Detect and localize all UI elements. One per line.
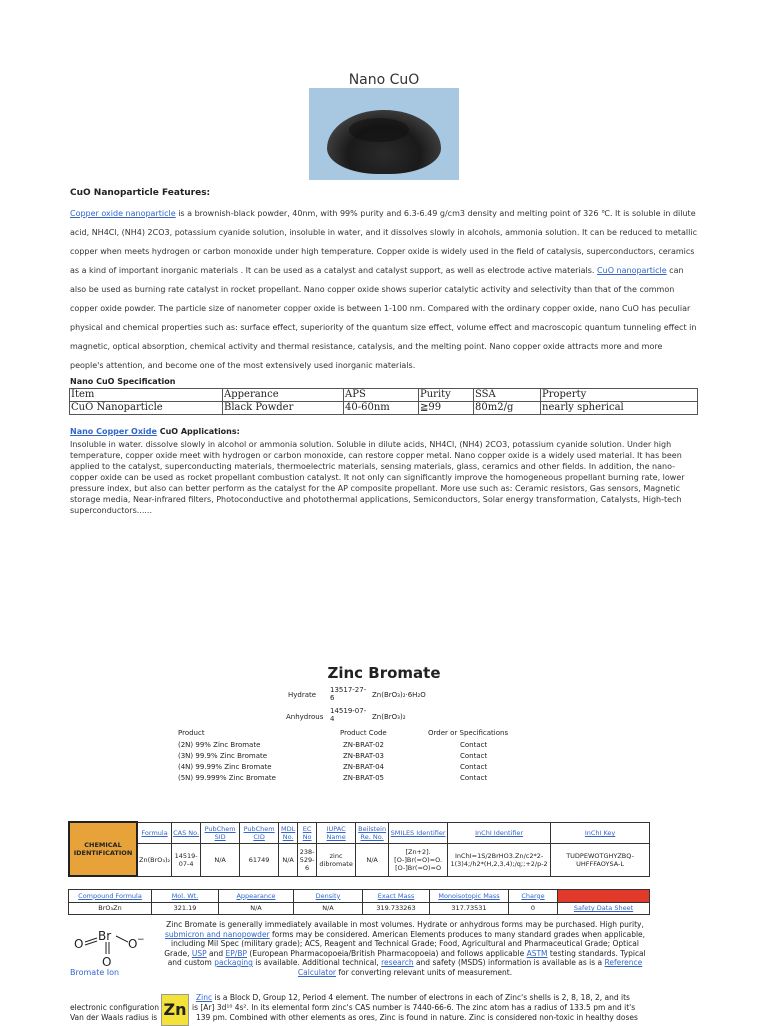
chem-value: 61749 (240, 844, 279, 876)
prop-header[interactable]: Monoisotopic Mass (430, 890, 509, 903)
description-text: Zinc Bromate is generally immediately available in most volumes. Hydrate or anhydrous forms may be purchased. High purity, (166, 920, 644, 929)
zinc-info-line-3: 139 pm. Combined with other elements as ores, Zinc is found in nature. Zinc is considered non-toxic in healthy doses (196, 1013, 638, 1022)
zinc-link[interactable]: Zinc (196, 993, 213, 1002)
description-text: for converting relevant units of measurement. (336, 967, 513, 977)
chem-header[interactable]: PubChem SID (201, 822, 240, 844)
cuo-powder-image (309, 88, 459, 180)
nano-copper-oxide-link[interactable]: Nano Copper Oxide (70, 427, 157, 436)
anhydrous-cas: 14519-07-4 (330, 707, 367, 723)
spec-heading: Nano CuO Specification (70, 377, 176, 386)
features-text-b: can also be used as burning rate catalyst in rocket propellant. Nano copper oxide shows superior catalytic activity and selectivity than that of the common copper oxide powder. The particle size of nanometer copper oxide is between 1-100 nm. Compared with the ordinary copper oxide, nano CuO has peculiar physical and chemical properties such as: surface effect, superiority of the quantum size effect, volume effect and macroscopic quantum tunneling effect in magnetic, optical absorption, chemical activity and thermal resistance, catalysis, and the melting point. Nano copper oxide attracts more and more people's attention, and become one of the most extensively used inorganic materials. (70, 266, 697, 370)
anhydrous-formula: Zn(BrO₃)₂ (372, 713, 406, 721)
prop-header-row (69, 890, 650, 903)
chem-value: 14519-07-4 (172, 844, 201, 876)
chem-value: N/A (356, 844, 389, 876)
prop-header[interactable]: Charge (509, 890, 558, 903)
product-name: (4N) 99.99% Zinc Bromate (178, 763, 272, 771)
prop-value-row (69, 902, 650, 915)
reference-calculator-link[interactable]: Reference Calculator (297, 958, 643, 977)
zinc-element-tile[interactable]: Zn (161, 994, 189, 1026)
hydrate-formula: Zn(BrO₃)₂·6H₂O (372, 691, 426, 699)
description-text: testing standards. Typical and custom (167, 948, 646, 967)
chem-header-row (69, 822, 650, 844)
astm-link[interactable]: ASTM (526, 948, 548, 958)
chem-header[interactable]: CAS No. (172, 822, 201, 844)
spec-header-cell: SSA (474, 389, 541, 402)
prop-value: 0 (509, 902, 558, 915)
chem-header[interactable]: PubChem CID (240, 822, 279, 844)
ep-bp-link[interactable]: EP/BP (225, 948, 248, 958)
prop-value: 319.733263 (363, 902, 430, 915)
msds-header[interactable]: MSDS (558, 890, 650, 903)
chem-header[interactable]: SMILES Identifier (389, 822, 448, 844)
hydrate-label: Hydrate (288, 691, 317, 699)
prop-value: BrO₃Zn (69, 902, 152, 915)
spec-header-cell: Purity (419, 389, 474, 402)
features-paragraph (70, 204, 698, 375)
spec-data-row (70, 402, 698, 415)
zinc-info-line-2: is [Ar] 3d¹⁰ 4s². In its elemental form zinc's CAS number is 7440-66-6. The zinc atom has a radius of 133.5 pm and it's (192, 1003, 636, 1012)
spec-cell: Black Powder (223, 402, 344, 415)
prop-header[interactable]: Exact Mass (363, 890, 430, 903)
product-name: (2N) 99% Zinc Bromate (178, 741, 261, 749)
chemical-identification-table (68, 821, 650, 877)
safety-data-sheet-link[interactable]: Safety Data Sheet (558, 902, 650, 915)
svg-text:Br: Br (98, 929, 112, 943)
spec-header-cell: Item (70, 389, 223, 402)
prop-value: 317.73531 (430, 902, 509, 915)
contact-link[interactable]: Contact (460, 741, 488, 749)
prop-value: N/A (219, 902, 294, 915)
applications-heading (70, 427, 240, 436)
chem-header[interactable]: IUPAC Name (317, 822, 356, 844)
product-code: ZN-BRAT-04 (343, 763, 385, 771)
product-col-header: Product (178, 729, 205, 737)
prop-header[interactable]: Density (294, 890, 363, 903)
copper-oxide-nanoparticle-link[interactable]: Copper oxide nanoparticle (70, 209, 176, 218)
spec-cell: ≧99 (419, 402, 474, 415)
contact-link[interactable]: Contact (460, 763, 488, 771)
applications-paragraph: Insoluble in water. dissolve slowly in alcohol or ammonia solution. Soluble in dilute acids, NH4Cl, (NH4) 2CO3, potassium cyanide solution. Under high temperature, copper oxide meet with hydrogen or carbon monoxide, can restore copper metal. Nano copper oxide is a widely used material. It has been applied to the catalyst, superconducting materials, thermoelectric materials, sensing materials, glass, ceramics and other fields. In addition, the nano-copper oxide can be used as rocket propellant combustion catalyst. It not only can significantly improve the homogeneous propellant burning rate, lower pressure index, but also can better perform as the catalyst for the AP composite propellant. More use such as: Ceramic resistors, Gas sensors, Magnetic storage media, Near-infrared filters, Photoconductive and photothermal applications, Semiconductors, Solar energy transformation, Catalysts, High-tech superconductors...... (70, 440, 685, 515)
features-heading: CuO Nanoparticle Features: (70, 188, 211, 198)
zinc-bromate-description (162, 920, 648, 977)
submicron-link[interactable]: submicron and nanopowder (164, 929, 270, 939)
chem-header[interactable]: Formula (137, 822, 172, 844)
van-der-waals-label: Van der Waals radius is (70, 1013, 158, 1022)
description-text: and safety (MSDS) information is available as is a (413, 958, 605, 967)
packaging-link[interactable]: packaging (214, 958, 253, 967)
product-code: ZN-BRAT-05 (343, 774, 385, 782)
bromate-ion-structure (70, 922, 160, 968)
product-code-col-header: Product Code (340, 729, 387, 737)
chem-id-label: CHEMICAL IDENTIFICATION (69, 822, 137, 876)
description-text: is available. Additional technical, (252, 958, 382, 967)
spec-header-cell: APS (344, 389, 419, 402)
prop-header[interactable]: Appearance (219, 890, 294, 903)
product-code: ZN-BRAT-03 (343, 752, 385, 760)
svg-text:−: − (137, 935, 145, 945)
chem-value-row (69, 844, 650, 876)
spec-header-cell: Apperance (223, 389, 344, 402)
prop-header[interactable]: Compound Formula (69, 890, 152, 903)
applications-heading-text: CuO Applications: (156, 427, 240, 436)
powder-shadow (349, 118, 409, 142)
svg-text:O: O (128, 937, 138, 951)
chem-value: zinc dibromate (317, 844, 356, 876)
zinc-bromate-title: Zinc Bromate (327, 664, 441, 682)
spec-cell: 80m2/g (474, 402, 541, 415)
product-name: (5N) 99.999% Zinc Bromate (178, 774, 276, 782)
prop-header[interactable]: Mol. Wt. (152, 890, 219, 903)
chem-header[interactable]: EC No (298, 822, 317, 844)
chem-value: N/A (201, 844, 240, 876)
order-col-header: Order or Specifications (428, 729, 509, 737)
usp-link[interactable]: USP (191, 948, 207, 958)
electronic-configuration-label: electronic configuration (70, 1003, 159, 1012)
prop-value: 321.19 (152, 902, 219, 915)
description-text: (European Pharmacopoeia/British Pharmacopoeia) and follows applicable (247, 948, 527, 958)
zinc-info-line-1 (196, 993, 656, 1003)
prop-value: N/A (294, 902, 363, 915)
product-name: (3N) 99.9% Zinc Bromate (178, 752, 268, 760)
spec-cell: nearly spherical (541, 402, 698, 415)
chem-value: TUDPEWOTGHYZBQ-UHFFFAOYSA-L (551, 844, 650, 876)
research-link[interactable]: research (381, 958, 414, 967)
bromate-ion-label: Bromate Ion (70, 968, 120, 977)
chem-value: InChI=1S/2BrHO3.Zn/c2*2-1(3)4;/h2*(H,2,3,4);/q;;+2/p-2 (448, 844, 551, 876)
contact-link[interactable]: Contact (460, 774, 488, 782)
spec-cell: CuO Nanoparticle (70, 402, 223, 415)
spec-header-cell: Property (541, 389, 698, 402)
page-title: Nano CuO (348, 72, 420, 88)
properties-table (68, 889, 650, 915)
product-code: ZN-BRAT-02 (343, 741, 385, 749)
chem-header[interactable]: InChI Identifier (448, 822, 551, 844)
spec-table (69, 388, 698, 415)
anhydrous-label: Anhydrous (286, 713, 324, 721)
features-text-a: is a brownish-black powder, 40nm, with 99% purity and 6.3-6.49 g/cm3 density and melting point of 326 ℃. It is soluble in dilute acid, NH4Cl, (NH4) 2CO3, potassium cyanide solution, insoluble in water, and it dissolves slowly in alcohols, ammonia solution. It can be reduced to metallic copper when meets hydrogen or carbon monoxide under high temperature. Copper oxide is widely used in the field of catalysis, superconductors, ceramics as a kind of important inorganic materials . It can be used as a catalyst and catalyst support, as well as electrode active materials. (70, 209, 697, 275)
chem-value: 238-529-6 (298, 844, 317, 876)
chem-value: N/A (279, 844, 298, 876)
description-text: forms may be considered. American Elements produces to many standard grades when applicable, including Mil Spec (military grade); ACS, Reagent and Technical Grade; Food, Agricultural and Pharmaceutical Grade; Optical Grade, (164, 929, 646, 958)
description-text: and (206, 948, 226, 958)
spec-cell: 40-60nm (344, 402, 419, 415)
chem-value: [Zn+2].[O-]Br(=O)=O.[O-]Br(=O)=O (389, 844, 448, 876)
spec-header-row (70, 389, 698, 402)
chem-header[interactable]: InChI Key (551, 822, 650, 844)
svg-text:O: O (74, 937, 84, 951)
chem-value: Zn(BrO₃)₂ (137, 844, 172, 876)
hydrate-cas: 13517-27-6 (330, 686, 367, 702)
cuo-nanoparticle-link[interactable]: CuO nanoparticle (597, 266, 667, 275)
contact-link[interactable]: Contact (460, 752, 488, 760)
chem-header[interactable]: MDL No. (279, 822, 298, 844)
chem-header[interactable]: Beilstein Re. No. (356, 822, 389, 844)
zinc-info-text: is a Block D, Group 12, Period 4 element. The number of electrons in each of Zinc's shells is 2, 8, 18, 2, and its (212, 993, 630, 1002)
svg-text:O: O (102, 955, 112, 968)
